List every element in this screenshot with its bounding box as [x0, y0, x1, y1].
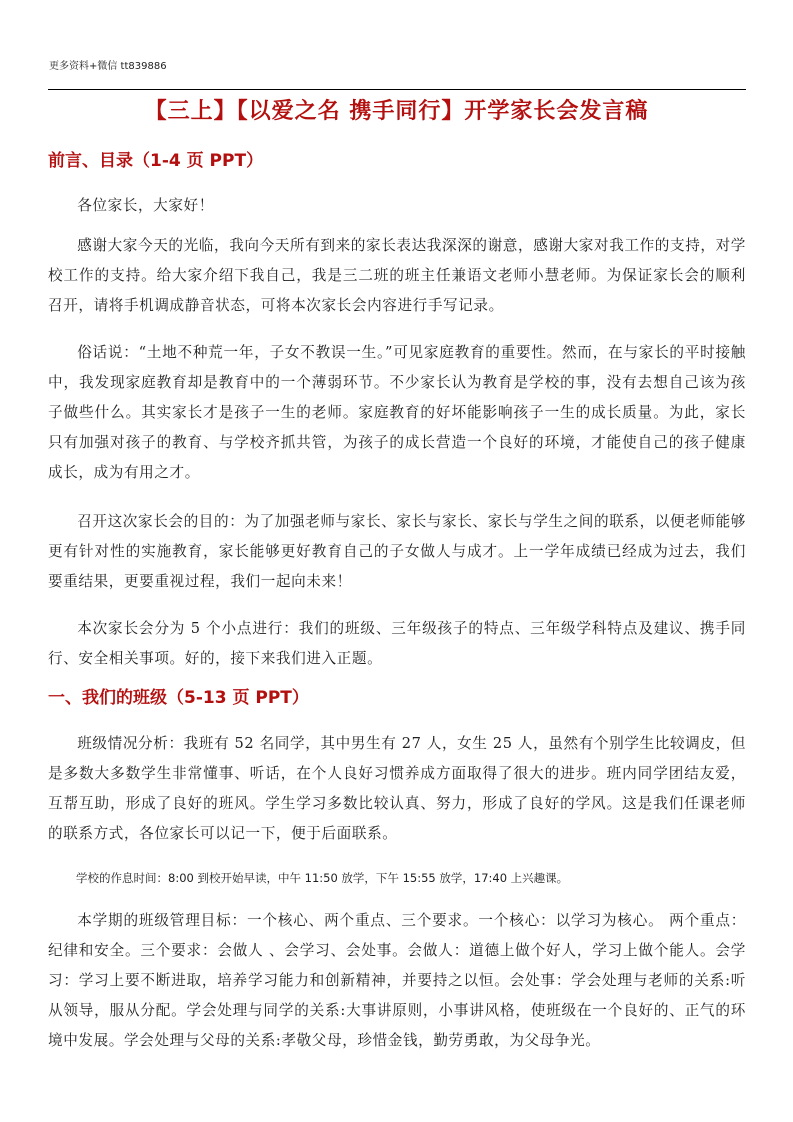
paragraph-meeting-purpose: 召开这次家长会的目的：为了加强老师与家长、家长与家长、家长与学生之间的联系，以便老师能够更有针对性的实施教育，家长能够更好教育自己的子女做人与成才。上一学年成绩已经成为过去，我们要重结果，更要重视过程，我们一起向未来！ — [48, 513, 746, 590]
paragraph-agenda: 本次家长会分为 5 个小点进行：我们的班级、三年级孩子的特点、三年级学科特点及建议、携手同行、安全相关事项。好的，接下来我们进入正题。 — [48, 620, 746, 667]
paragraph-class-analysis: 班级情况分析：我班有 52 名同学，其中男生有 27 人，女生 25 人，虽然有个别学生比较调皮，但是多数大多数学生非常懂事、听话，在个人良好习惯养成方面取得了很大的进步。班内同学团结友爱，互帮互助，形成了良好的班风。学生学习多数比较认真、努力，形成了良好的学风。这是我们任课老师的联系方式，各位家长可以记一下，便于后面联系。 — [48, 735, 746, 842]
paragraph-greeting: 各位家长，大家好！ — [77, 197, 214, 214]
section-heading-preface: 前言、目录（1-4 页 PPT） — [48, 151, 264, 171]
paragraph-thanks: 感谢大家今天的光临，我向今天所有到来的家长表达我深深的谢意，感谢大家对我工作的支持，对学校工作的支持。给大家介绍下我自己，我是三二班的班主任兼语文老师小慧老师。为保证家长会的顺利召开，请将手机调成静音状态，可将本次家长会内容进行手写记录。 — [48, 237, 746, 314]
header-divider — [48, 89, 746, 90]
header-note: 更多资料+微信 tt839886 — [49, 61, 167, 72]
paragraph-schedule: 学校的作息时间：8:00 到校开始早读，中午 11:50 放学，下午 15:55 放学，17:40 上兴趣课。 — [76, 871, 569, 885]
paragraph-family-education: 俗话说：“土地不种荒一年，子女不教误一生。”可见家庭教育的重要性。然而，在与家长的平时接触中，我发现家庭教育却是教育中的一个薄弱环节。不少家长认为教育是学校的事，没有去想自己该为孩子做些什么。其实家长才是孩子一生的老师。家庭教育的好坏能影响孩子一生的成长质量。为此，家长只有加强对孩子的教育、与学校齐抓共管，为孩子的成长营造一个良好的环境，才能使自己的孩子健康成长，成为有用之才。 — [48, 344, 747, 481]
paragraph-management-goals: 本学期的班级管理目标：一个核心、两个重点、三个要求。一个核心：以学习为核心。 两个重点：纪律和安全。三个要求：会做人 、会学习、会处事。会做人：道德上做个好人，学习上做个能人。会学习：学习上要不断进取，培养学习能力和创新精神，并要持之以恒。会处事：学会处理与老师的关系:听从领导，服从分配。学会处理与同学的关系:大事讲原则，小事讲风格，使班级在一个良好的、正气的环境中发展。学会处理与父母的关系:孝敬父母，珍惜金钱，勤劳勇敢，为父母争光。 — [48, 912, 746, 1049]
document-title: 【三上】【以爱之名 携手同行】开学家长会发言稿 — [144, 99, 649, 124]
section-heading-our-class: 一、我们的班级（5-13 页 PPT） — [48, 688, 309, 708]
